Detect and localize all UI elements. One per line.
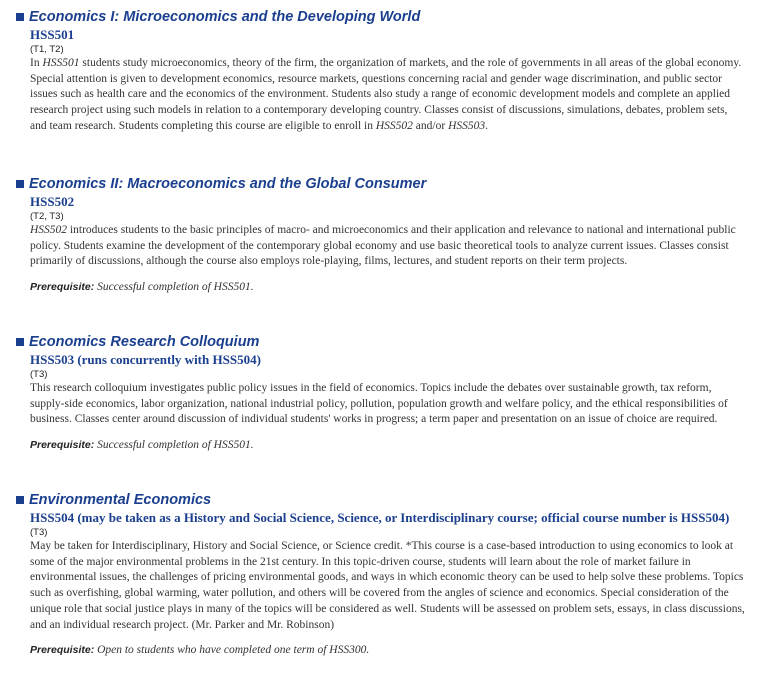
course-title: Environmental Economics bbox=[16, 491, 746, 509]
prerequisite bbox=[30, 643, 746, 658]
bullet-square-icon bbox=[16, 180, 24, 188]
bullet-square-icon bbox=[16, 338, 24, 346]
course-terms: (T3) bbox=[30, 369, 48, 380]
course-terms: (T3) bbox=[30, 527, 48, 538]
course-terms: (T2, T3) bbox=[30, 211, 64, 222]
course-description: In HSS501 students study microeconomics, theory of the firm, the organization of markets, and the role of governments in all areas of the global economy. Special attention is given to development economics, resource markets, questions concerning racial and gender wage discrimination, and public sector issues such as health care and the economics of the environment. Students also study a range of economic development models and complete an applied research project using such models in relation to a contemporary developing country. Classes consist of discussions, simulations, debates, problem sets, and team research. Students completing this course are eligible to enroll in HSS502 and/or HSS503. bbox=[30, 57, 742, 132]
course-code: HSS502 bbox=[30, 194, 75, 209]
course-terms: (T1, T2) bbox=[30, 44, 64, 55]
course-description: May be taken for Interdisciplinary, History and Social Science, or Science credit. *This course is a case-based introduction to using economics to look at some of the major environmental problems in the 21st century. In this topic-driven course, students will learn about the role of market failure in environmental issues, the challenges of pricing environmental goods, and ways in which economic theory can be used to help solve these problems. Topics such as overfishing, global warming, water pollution, and others will be covered from the angles of science and economics. Special consideration of the unique role that social justice plays in many of the topics will be considered as well. Students will be assessed on problem sets, essays, in class discussions, and an individual research project. (Mr. Parker and Mr. Robinson) bbox=[30, 540, 745, 631]
course-code: HSS503 (runs concurrently with HSS504) bbox=[30, 352, 261, 367]
course-description: HSS502 introduces students to the basic principles of macro- and microeconomics and their application and relevance to national and international public policy. Students examine the development of the contemporary global economy and use basic theoretical tools to analyze current issues. Classes consist primarily of discussions, although the course also employs role-playing, films, lectures, and student reports on their term projects. bbox=[30, 224, 736, 268]
course-description: This research colloquium investigates public policy issues in the field of economics. Topics include the debates over sustainable growth, tax reform, supply-side economics, labor organization, national industrial policy, pollution, population growth and welfare policy, and the ethical responsibilities of business. Classes center around discussion of individual students' works in progress; a term paper and presentation on an issue of choice are required. bbox=[30, 382, 728, 426]
course-title: Economics Research Colloquium bbox=[16, 333, 746, 351]
prerequisite-label: Prerequisite: bbox=[30, 281, 95, 294]
bullet-square-icon bbox=[16, 496, 24, 504]
prerequisite-text: Successful completion of HSS501. bbox=[97, 439, 254, 452]
prerequisite-label: Prerequisite: bbox=[30, 644, 95, 657]
course-title: Economics II: Macroeconomics and the Global Consumer bbox=[16, 175, 746, 193]
prerequisite-text: Open to students who have completed one term of HSS300. bbox=[97, 644, 370, 657]
course-code: HSS504 (may be taken as a History and Social Science, Science, or Interdisciplinary course; official course number is HSS504) bbox=[30, 510, 730, 525]
course-title: Economics I: Microeconomics and the Developing World bbox=[16, 8, 746, 26]
course-hss501 bbox=[16, 8, 746, 135]
prerequisite-label: Prerequisite: bbox=[30, 439, 95, 452]
course-hss503 bbox=[16, 333, 746, 453]
prerequisite bbox=[30, 280, 746, 295]
bullet-square-icon bbox=[16, 13, 24, 21]
course-hss504 bbox=[16, 491, 746, 658]
course-code: HSS501 bbox=[30, 27, 75, 42]
prerequisite-text: Successful completion of HSS501. bbox=[97, 281, 254, 294]
course-hss502 bbox=[16, 175, 746, 295]
prerequisite bbox=[30, 438, 746, 453]
